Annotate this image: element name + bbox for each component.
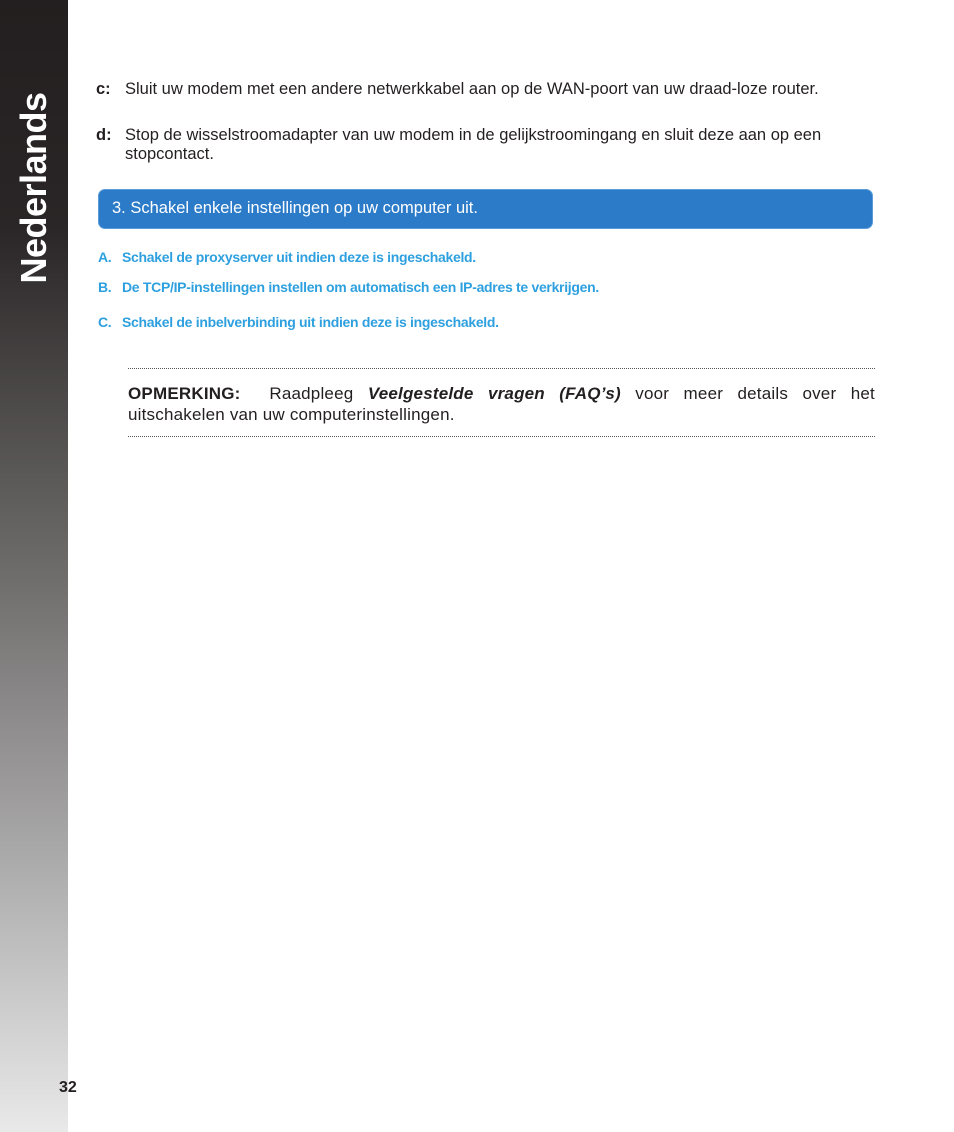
substep-label: B. bbox=[98, 279, 112, 295]
substep-label: A. bbox=[98, 249, 112, 265]
substep-label: C. bbox=[98, 314, 112, 330]
note-divider-top bbox=[128, 368, 875, 369]
substep-text: Schakel de inbelverbinding uit indien deze is ingeschakeld. bbox=[122, 314, 499, 330]
step-label: d: bbox=[96, 126, 112, 144]
note bbox=[128, 383, 875, 425]
sidebar-title: Nederlands bbox=[13, 92, 54, 284]
note-emphasis: Veelgestelde vragen (FAQ’s) bbox=[367, 384, 621, 403]
step-label: c: bbox=[96, 80, 111, 98]
page-number: 32 bbox=[59, 1079, 77, 1096]
note-label: OPMERKING: bbox=[128, 384, 241, 403]
step-text: Stop de wisselstroomadapter van uw modem in de gelijkstroomingang en sluit deze aan op een stopcontact. bbox=[125, 126, 822, 163]
language-sidebar bbox=[0, 0, 68, 1132]
step-c bbox=[96, 80, 865, 99]
note-divider-bottom bbox=[128, 436, 875, 437]
note-text-after: voor meer details over het uitschakelen van uw computerinstellingen. bbox=[128, 384, 875, 424]
section-heading: 3. Schakel enkele instellingen op uw computer uit. bbox=[98, 189, 873, 229]
note-text-before: Raadpleeg bbox=[269, 384, 354, 403]
substep-text: Schakel de proxyserver uit indien deze is ingeschakeld. bbox=[122, 249, 476, 265]
substep-a bbox=[98, 249, 476, 265]
step-text: Sluit uw modem met een andere netwerkkabel aan op de WAN-poort van uw draad-loze router. bbox=[125, 80, 819, 98]
substep-text: De TCP/IP-instellingen instellen om automatisch een IP-adres te verkrijgen. bbox=[122, 279, 599, 295]
substep-b bbox=[98, 279, 599, 295]
substep-c bbox=[98, 314, 499, 330]
step-d bbox=[96, 126, 865, 164]
